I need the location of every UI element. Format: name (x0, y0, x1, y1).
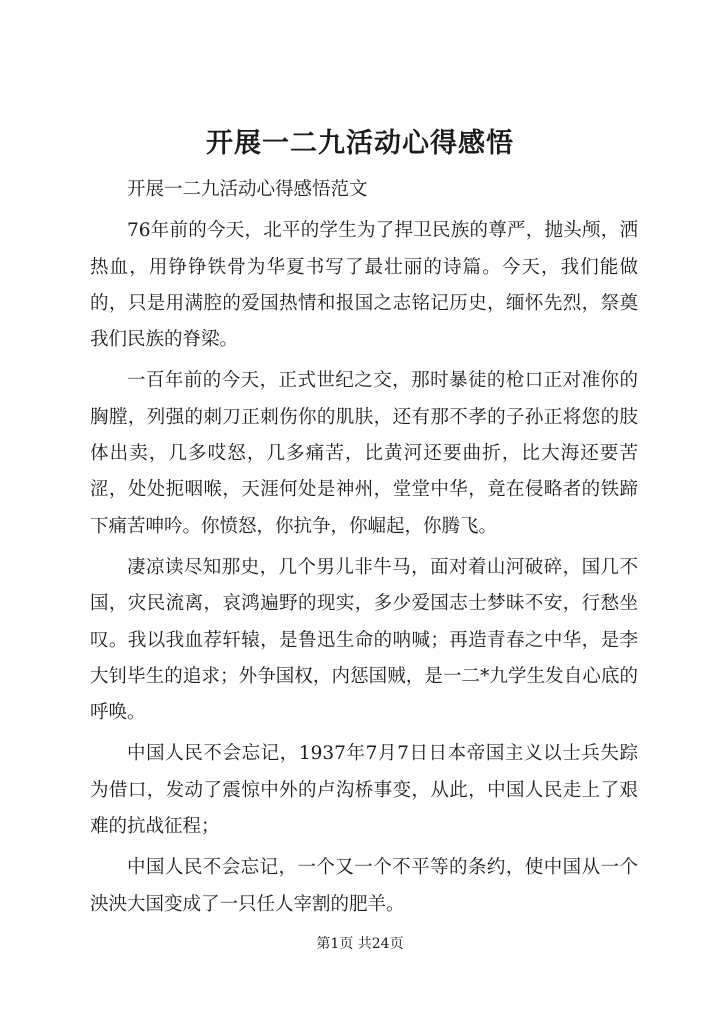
document-body (90, 172, 638, 928)
paragraph: 76年前的今天，北平的学生为了捍卫民族的尊严，抛头颅，洒热血，用铮铮铁骨为华夏书写了最壮丽的诗篇。今天，我们能做的，只是用满腔的爱国热情和报国之志铭记历史，缅怀先烈，祭奠我们民族的脊梁。 (90, 220, 638, 351)
paragraph-subtitle: 开展一二九活动心得感悟范文 (127, 179, 368, 200)
paragraph: 一百年前的今天，正式世纪之交，那时暴徒的枪口正对准你的胸膛，列强的刺刀正刺伤你的肌肤，还有那不孝的子孙正将您的肢体出卖，几多哎怒，几多痛苦，比黄河还要曲折，比大海还要苦涩，处处扼咽喉，天涯何处是神州，堂堂中华，竟在侵略者的铁蹄下痛苦呻吟。你愤怒，你抗争，你崛起，你腾飞。 (90, 370, 638, 537)
paragraph: 凄凉读尽知那史，几个男儿非牛马，面对着山河破碎，国几不国，灾民流离，哀鸿遍野的现实，多少爱国志士梦昧不安，行愁坐叹。我以我血荐轩辕，是鲁迅生命的呐喊；再造青春之中华，是李大钊毕生的追求；外争国权，内惩国贼，是一二*九学生发自心底的呼唤。 (90, 556, 638, 724)
paragraph: 中国人民不会忘记，1937年7月7日日本帝国主义以士兵失踪为借口，发动了震惊中外的卢沟桥事变，从此，中国人民走上了艰难的抗战征程； (90, 743, 638, 838)
document-title: 开展一二九活动心得感悟 (206, 128, 514, 159)
page-number-footer: 第1页 共24页 (316, 936, 404, 952)
paragraph: 中国人民不会忘记，一个又一个不平等的条约，使中国从一个泱泱大国变成了一只任人宰割的肥羊。 (90, 857, 638, 915)
